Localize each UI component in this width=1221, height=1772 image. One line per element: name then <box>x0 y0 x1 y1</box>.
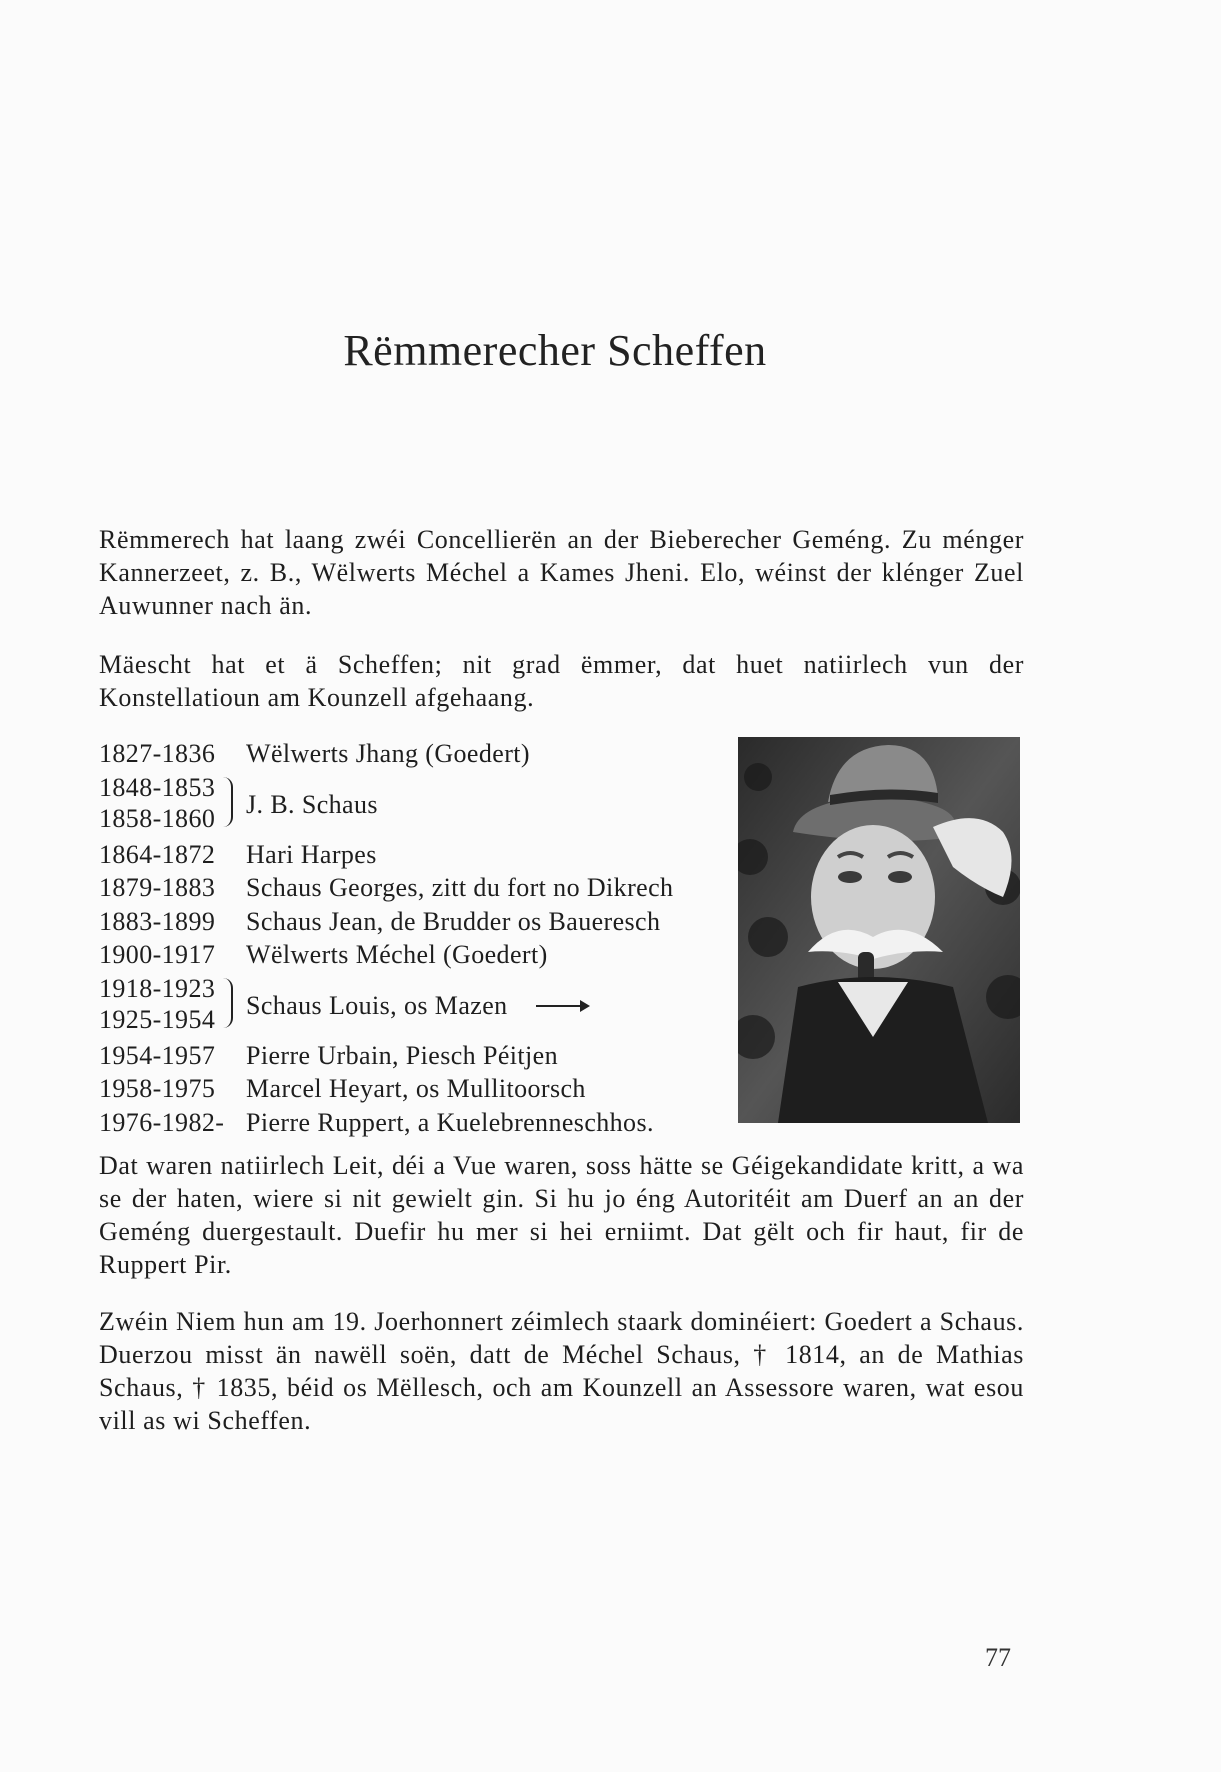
list-item <box>99 737 739 771</box>
second-paragraph: Mäescht hat et ä Scheffen; nit grad ëmmer, dat huet natiirlech vun der Konstellatioun am Kounzell afgehaang. <box>99 650 1024 712</box>
list-item-name: Schaus Georges, zitt du fort no Dikrech <box>246 873 674 902</box>
third-paragraph: Dat waren natiirlech Leit, déi a Vue waren, soss hätte se Géigekandidate kritt, a wa se der haten, wiere si nit gewielt gin. Si hu jo éng Autoritéit am Duerf an an der Geméng duergestault. Duefir hu mer si hei erniimt. Dat gëlt och fir haut, fir de Ruppert Pir. <box>99 1151 1024 1279</box>
fourth-paragraph: Zwéin Niem hun am 19. Joerhonnert zéimlech staark dominéiert: Goedert a Schaus. Duerzou misst än nawëll soën, datt de Méchel Schaus, † 1814, an de Mathias Schaus, † 1835, béid os Mëllesch, och am Kounzell an Assessore waren, wat esou vill as wi Scheffen. <box>99 1307 1024 1435</box>
list-item-name: Pierre Urbain, Piesch Péitjen <box>246 1040 558 1070</box>
list-item <box>99 938 739 972</box>
page-title: Rëmmerecher Scheffen <box>343 326 767 375</box>
list-item-years: 1918-1923 <box>99 973 216 1003</box>
list-item-name-with-arrow <box>246 989 588 1022</box>
list-item <box>99 1106 739 1140</box>
list-item-years: 1879-1883 <box>99 873 216 902</box>
list-item-name: Pierre Ruppert, a Kuelebrenneschhos. <box>246 1107 654 1137</box>
list-item-years: 1900-1917 <box>99 940 216 969</box>
portrait-illustration <box>738 737 1020 1123</box>
list-item-years: 1976-1982- <box>99 1107 225 1137</box>
list-item-years: 1883-1899 <box>99 906 216 936</box>
list-item-years: 1954-1957 <box>99 1040 216 1070</box>
list-item-years: 1925-1954 <box>99 1004 216 1034</box>
list-item-years: 1858-1860 <box>99 803 216 833</box>
arrow-right-icon <box>536 1005 588 1007</box>
list-item <box>99 1039 739 1073</box>
list-item <box>99 905 739 939</box>
list-item-years: 1827-1836 <box>99 739 216 768</box>
list-item <box>99 838 739 872</box>
list-item-name: Wëlwerts Jhang (Goedert) <box>246 739 530 768</box>
list-item-name: Schaus Louis, os Mazen <box>246 990 508 1020</box>
list-item-name: Marcel Heyart, os Mullitoorsch <box>246 1074 586 1103</box>
list-item-name: Hari Harpes <box>246 839 377 869</box>
scheffen-list <box>99 737 739 1139</box>
list-item-years: 1848-1853 <box>99 772 216 802</box>
list-item-group <box>99 771 739 838</box>
intro-paragraph: Rëmmerech hat laang zwéi Concellierën an der Bieberecher Geméng. Zu ménger Kannerzeet, z. B., Wëlwerts Méchel a Kames Jheni. Elo, wéinst der klénger Zuel Auwunner nach än. <box>99 525 1024 620</box>
portrait-photo <box>738 737 1020 1123</box>
list-item-name: Schaus Jean, de Brudder os Baueresch <box>246 906 661 936</box>
brace-icon <box>223 978 233 1028</box>
list-item <box>99 871 739 905</box>
brace-icon <box>223 777 233 827</box>
list-item <box>99 1072 739 1106</box>
page-number: 77 <box>985 1643 1011 1672</box>
list-item-group <box>99 972 739 1039</box>
list-item-name: J. B. Schaus <box>246 789 378 819</box>
list-item-years: 1864-1872 <box>99 839 216 869</box>
list-item-years: 1958-1975 <box>99 1074 216 1103</box>
list-item-name: Wëlwerts Méchel (Goedert) <box>246 940 548 969</box>
